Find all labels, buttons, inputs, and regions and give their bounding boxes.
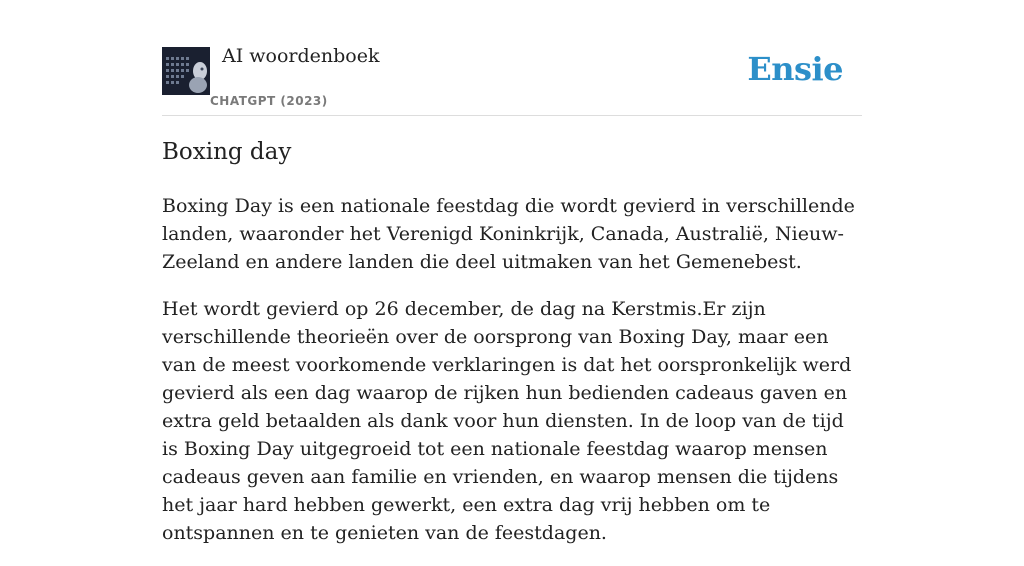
entry-paragraph: Boxing Day is een nationale feestdag die wordt gevierd in verschillende landen, waaronder het Verenigd Koninkrijk, Canada, Australië, Nieuw-Zeeland en andere landen die deel uitmaken van het Gemenebest. xyxy=(162,195,855,273)
entry-card xyxy=(162,0,862,544)
source-meta: CHATGPT (2023) xyxy=(210,94,328,108)
brand-logo[interactable]: Ensie xyxy=(747,50,843,88)
entry-term: Boxing day xyxy=(162,139,292,165)
entry-paragraph: Het wordt gevierd op 26 december, de dag na Kerstmis.Er zijn verschillende theorieën over de oorsprong van Boxing Day, maar een van de meest voorkomende verklaringen is dat het oorspronkelijk werd gevierd als een dag waarop de rijken hun bedienden cadeaus gaven en extra geld betaalden als dank voor hun diensten. In de loop van de tijd is Boxing Day uitgegroeid tot een nationale feestdag waarop mensen cadeaus geven aan familie en vrienden, en waarop mensen die tijdens het jaar hard hebben gewerkt, een extra dag vrij hebben om te ontspannen en te genieten van de feestdagen. xyxy=(162,298,852,544)
source-avatar[interactable] xyxy=(162,47,210,95)
entry-header xyxy=(162,0,862,116)
entry-body xyxy=(162,192,862,566)
robot-avatar-image xyxy=(162,47,210,95)
source-title[interactable]: AI woordenboek xyxy=(222,45,380,67)
